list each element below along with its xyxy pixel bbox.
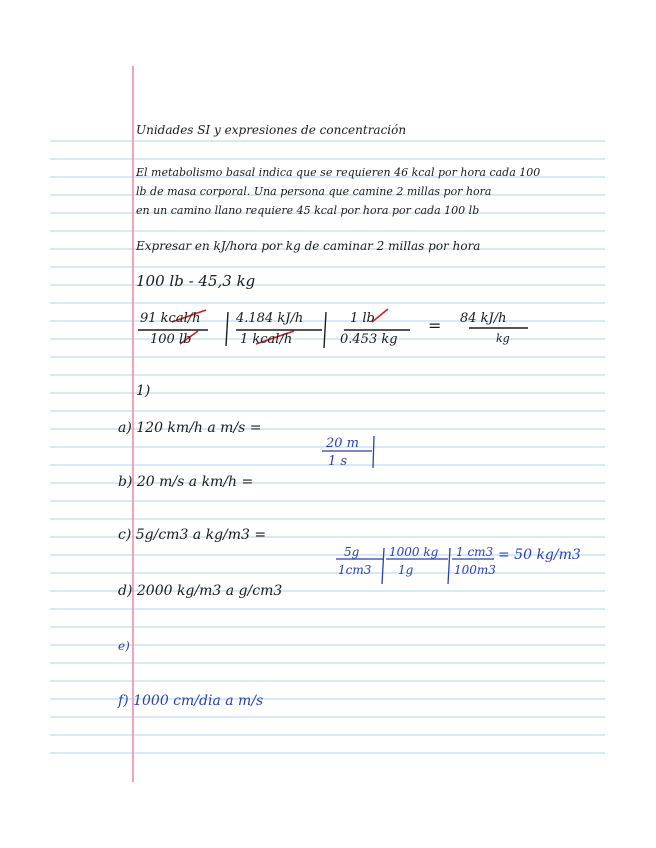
- item-e: e): [118, 639, 130, 653]
- item-a: a) 120 km/h a m/s =: [118, 420, 262, 436]
- page-title: Unidades SI y expresiones de concentración: [136, 123, 407, 137]
- calc-term1-den: 100 lb: [150, 332, 192, 347]
- item-c-term2-num: 1000 kg: [389, 545, 439, 559]
- problem-line-2: lb de masa corporal. Una persona que camine 2 millas por hora: [136, 185, 492, 198]
- item-a-work-num: 20 m: [326, 436, 360, 451]
- item-c-result: = 50 kg/m3: [498, 547, 581, 563]
- item-d: d) 2000 kg/m3 a g/cm3: [118, 583, 283, 599]
- calc-term3-num: 1 lb: [350, 311, 375, 326]
- problem-line-3: en un camino llano requiere 45 kcal por hora por cada 100 lb: [136, 204, 480, 217]
- item-c: c) 5g/cm3 a kg/m3 =: [118, 527, 267, 543]
- calc-term3-den: 0.453 kg: [340, 332, 398, 347]
- section-number: 1): [136, 383, 151, 399]
- calc-term1-num: 91 kcal/h: [140, 311, 201, 326]
- item-b: b) 20 m/s a km/h =: [118, 474, 254, 490]
- item-c-term1-num: 5g: [344, 545, 360, 559]
- item-a-work-den: 1 s: [328, 454, 348, 469]
- calc-term2-num: 4.184 kJ/h: [236, 311, 304, 326]
- item-c-term2-den: 1g: [398, 563, 414, 577]
- item-f: f) 1000 cm/dia a m/s: [118, 693, 264, 709]
- equivalence: 100 lb - 45,3 kg: [136, 272, 256, 290]
- calc-result-num: 84 kJ/h: [460, 311, 507, 326]
- item-c-term3-den: 100m3: [454, 563, 496, 577]
- calc-term2-den: 1 kcal/h: [240, 332, 293, 347]
- item-c-term3-num: 1 cm3: [456, 545, 494, 559]
- work-lines: [322, 436, 494, 584]
- task-line: Expresar en kJ/hora por kg de caminar 2 millas por hora: [136, 239, 481, 253]
- calc-result-den: kg: [496, 332, 510, 345]
- item-c-term1-den: 1cm3: [338, 563, 372, 577]
- calc-equals: =: [428, 316, 442, 335]
- problem-line-1: El metabolismo basal indica que se requieren 46 kcal por hora cada 100: [136, 166, 541, 179]
